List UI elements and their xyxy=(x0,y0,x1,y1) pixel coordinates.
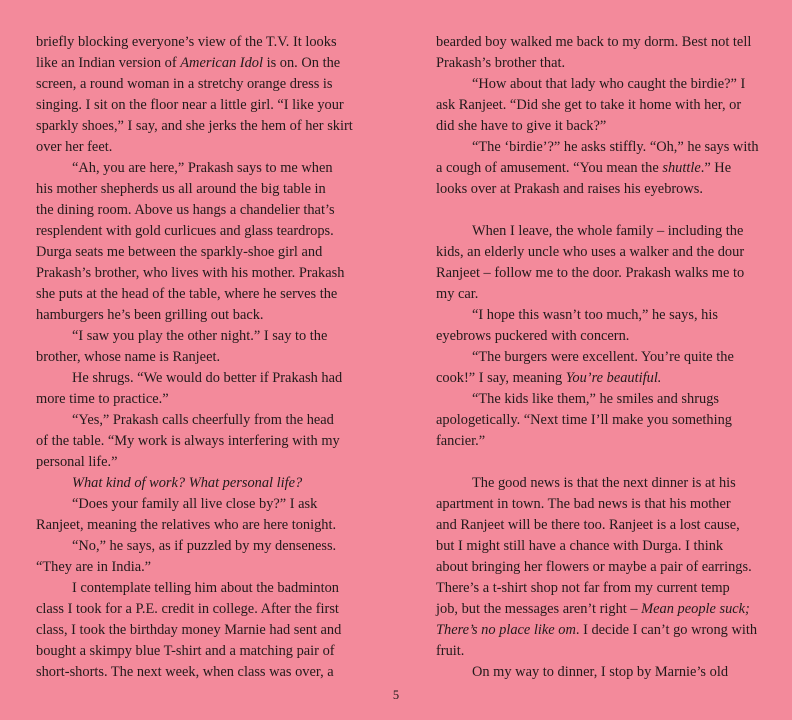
text-line xyxy=(36,158,366,179)
text-line xyxy=(436,473,766,494)
text-run: Ranjeet, meaning the relatives who are here tonight. xyxy=(36,517,337,533)
text-run: “The ‘birdie’?” he asks stiffly. “Oh,” he says with xyxy=(472,139,759,155)
text-run: On my way to dinner, I stop by Marnie’s old xyxy=(472,664,729,680)
text-line xyxy=(36,410,366,431)
text-line xyxy=(36,326,366,347)
text-line xyxy=(436,284,766,305)
text-line xyxy=(36,263,366,284)
text-line xyxy=(36,116,366,137)
text-line xyxy=(436,599,766,620)
text-line xyxy=(436,410,766,431)
text-run: There’s a t-shirt shop not far from my current temp xyxy=(436,580,730,596)
text-run: “The kids like them,” he smiles and shrugs xyxy=(472,391,719,407)
text-run: brother, whose name is Ranjeet. xyxy=(36,349,221,365)
text-line xyxy=(36,494,366,515)
text-run: she puts at the head of the table, where he serves the xyxy=(36,286,338,302)
text-line xyxy=(36,557,366,578)
text-line xyxy=(436,179,766,200)
text-line xyxy=(436,578,766,599)
text-line xyxy=(436,221,766,242)
text-line xyxy=(36,137,366,158)
text-line xyxy=(36,53,366,74)
text-line xyxy=(36,431,366,452)
text-line xyxy=(36,641,366,662)
text-line xyxy=(36,515,366,536)
text-line xyxy=(36,74,366,95)
text-line xyxy=(436,557,766,578)
italic-text-run: You’re beautiful. xyxy=(565,370,662,386)
text-line xyxy=(36,578,366,599)
text-line xyxy=(436,74,766,95)
text-run: Prakash’s brother that. xyxy=(436,55,566,71)
text-run: more time to practice.” xyxy=(36,391,169,407)
text-run: “Yes,” Prakash calls cheerfully from the head xyxy=(72,412,334,428)
text-line xyxy=(36,179,366,200)
text-line xyxy=(36,473,366,494)
text-run: . I decide I can’t go wrong with xyxy=(575,622,758,638)
blank-line xyxy=(436,200,766,221)
text-run: .” He xyxy=(700,160,732,176)
text-run: about bringing her flowers or maybe a pair of earrings. xyxy=(436,559,752,575)
italic-text-run: There’s no place like om xyxy=(436,622,576,638)
text-run: bought a skimpy blue T-shirt and a matching pair of xyxy=(36,643,335,659)
text-line xyxy=(436,347,766,368)
text-line xyxy=(436,389,766,410)
right-column xyxy=(436,32,766,683)
text-line xyxy=(436,515,766,536)
italic-text-run: What kind of work? What personal life? xyxy=(72,475,303,491)
text-line xyxy=(436,620,766,641)
text-run: “Ah, you are here,” Prakash says to me when xyxy=(72,160,333,176)
text-run: but I might still have a chance with Durga. I think xyxy=(436,538,724,554)
text-line xyxy=(436,662,766,683)
left-column xyxy=(36,32,366,683)
text-line xyxy=(36,32,366,53)
italic-text-run: shuttle xyxy=(662,160,701,176)
text-line xyxy=(36,536,366,557)
text-line xyxy=(436,95,766,116)
text-run: Ranjeet – follow me to the door. Prakash walks me to xyxy=(436,265,745,281)
text-run: hamburgers he’s been grilling out back. xyxy=(36,307,264,323)
text-line xyxy=(36,242,366,263)
text-run: “Does your family all live close by?” I ask xyxy=(72,496,318,512)
italic-text-run: American Idol xyxy=(180,55,263,71)
text-line xyxy=(36,347,366,368)
text-line xyxy=(436,494,766,515)
text-line xyxy=(436,368,766,389)
text-run: of the table. “My work is always interfering with my xyxy=(36,433,340,449)
page-number: 5 xyxy=(392,688,400,702)
text-line xyxy=(36,452,366,473)
text-run: sparkly shoes,” I say, and she jerks the hem of her skirt xyxy=(36,118,353,134)
text-line xyxy=(436,431,766,452)
text-line xyxy=(436,536,766,557)
text-line xyxy=(436,305,766,326)
text-run: briefly blocking everyone’s view of the T.V. It looks xyxy=(36,34,337,50)
text-run: Prakash’s brother, who lives with his mother. Prakash xyxy=(36,265,345,281)
text-line xyxy=(436,326,766,347)
text-line xyxy=(436,242,766,263)
text-run: a cough of amusement. “You mean the xyxy=(436,160,663,176)
text-run: singing. I sit on the floor near a little girl. “I like your xyxy=(36,97,344,113)
text-line xyxy=(36,200,366,221)
text-run: his mother shepherds us all around the big table in xyxy=(36,181,326,197)
text-run: “No,” he says, as if puzzled by my denseness. xyxy=(72,538,337,554)
text-run: cook!” I say, meaning xyxy=(436,370,566,386)
text-run: the dining room. Above us hangs a chandelier that’s xyxy=(36,202,335,218)
text-line xyxy=(36,368,366,389)
text-run: He shrugs. “We would do better if Prakash had xyxy=(72,370,343,386)
text-run: and Ranjeet will be there too. Ranjeet is a lost cause, xyxy=(436,517,740,533)
text-run: kids, an elderly uncle who uses a walker and the dour xyxy=(436,244,745,260)
text-line xyxy=(36,95,366,116)
text-run: like an Indian version of xyxy=(36,55,181,71)
text-run: resplendent with gold curlicues and glass teardrops. xyxy=(36,223,334,239)
text-line xyxy=(36,221,366,242)
text-run: did she have to give it back?” xyxy=(436,118,607,134)
text-run: “How about that lady who caught the birdie?” I xyxy=(472,76,746,92)
text-line xyxy=(36,599,366,620)
text-run: Durga seats me between the sparkly-shoe girl and xyxy=(36,244,323,260)
text-run: I contemplate telling him about the badminton xyxy=(72,580,339,596)
text-line xyxy=(36,620,366,641)
text-run: “I hope this wasn’t too much,” he says, his xyxy=(472,307,718,323)
text-run: is on. On the xyxy=(263,55,341,71)
text-run: class I took for a P.E. credit in college. After the first xyxy=(36,601,339,617)
text-run: screen, a round woman in a stretchy orange dress is xyxy=(36,76,333,92)
italic-text-run: Mean people suck; xyxy=(641,601,750,617)
text-run: When I leave, the whole family – including the xyxy=(472,223,744,239)
text-line xyxy=(436,158,766,179)
text-line xyxy=(436,263,766,284)
text-run: “They are in India.” xyxy=(36,559,152,575)
text-run: “I saw you play the other night.” I say to the xyxy=(72,328,328,344)
blank-line xyxy=(436,452,766,473)
text-line xyxy=(36,389,366,410)
text-line xyxy=(436,53,766,74)
text-run: apartment in town. The bad news is that his mother xyxy=(436,496,731,512)
text-line xyxy=(436,116,766,137)
text-run: fancier.” xyxy=(436,433,486,449)
text-run: The good news is that the next dinner is at his xyxy=(472,475,736,491)
text-line xyxy=(436,641,766,662)
text-line xyxy=(436,32,766,53)
text-line xyxy=(436,137,766,158)
text-run: looks over at Prakash and raises his eyebrows. xyxy=(436,181,703,197)
text-run: apologetically. “Next time I’ll make you something xyxy=(436,412,732,428)
text-run: class, I took the birthday money Marnie had sent and xyxy=(36,622,342,638)
text-run: fruit. xyxy=(436,643,465,659)
text-run: short-shorts. The next week, when class was over, a xyxy=(36,664,334,680)
text-run: personal life.” xyxy=(36,454,118,470)
text-run: bearded boy walked me back to my dorm. Best not tell xyxy=(436,34,752,50)
text-run: eyebrows puckered with concern. xyxy=(436,328,630,344)
text-line xyxy=(36,305,366,326)
text-run: job, but the messages aren’t right – xyxy=(436,601,642,617)
text-run: over her feet. xyxy=(36,139,113,155)
text-run: ask Ranjeet. “Did she get to take it home with her, or xyxy=(436,97,742,113)
text-run: “The burgers were excellent. You’re quite the xyxy=(472,349,734,365)
text-line xyxy=(36,662,366,683)
text-run: my car. xyxy=(436,286,479,302)
text-line xyxy=(36,284,366,305)
